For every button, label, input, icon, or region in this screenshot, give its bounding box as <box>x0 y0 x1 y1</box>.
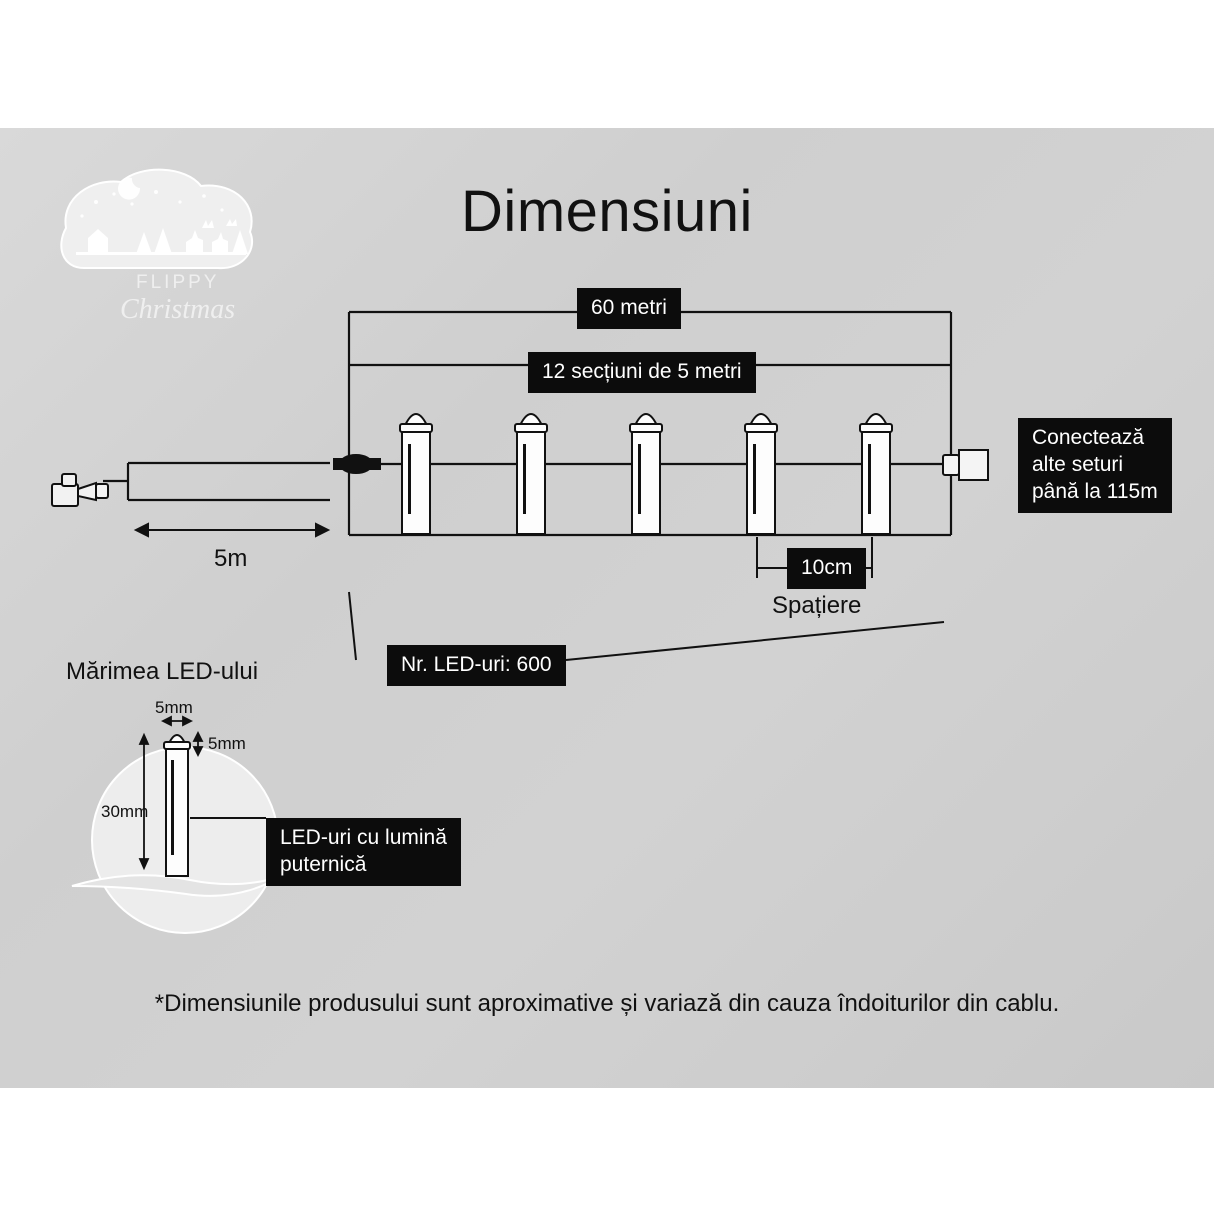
label-connect-line1: Conectează <box>1032 426 1145 449</box>
label-connect-line3: până la 115m <box>1032 479 1158 503</box>
svg-text:FLIPPY: FLIPPY <box>136 272 220 293</box>
label-bright-leds <box>266 818 461 886</box>
svg-text:Christmas: Christmas <box>120 294 236 325</box>
label-led-count: Nr. LED-uri: 600 <box>387 645 566 686</box>
label-connect-more-sets <box>1018 418 1172 513</box>
footnote-text: *Dimensiunile produsului sunt aproximative și variază din cauza îndoiturilor din cablu. <box>154 990 1060 1017</box>
measure-led-total-height: 30mm <box>101 802 149 821</box>
page-title: Dimensiuni <box>461 179 753 244</box>
label-sections: 12 secțiuni de 5 metri <box>528 352 756 393</box>
label-total-length: 60 metri <box>577 288 681 329</box>
label-bright-leds-line1: LED-uri cu lumină <box>280 826 447 849</box>
label-bright-leds-line2: puternică <box>280 852 367 876</box>
measure-led-cap-height: 5mm <box>208 734 246 753</box>
caption-spacing: Spațiere <box>772 592 862 619</box>
heading-led-size: Mărimea LED-ului <box>66 658 259 685</box>
measure-led-width: 5mm <box>155 698 193 717</box>
label-connect-line2: alte seturi <box>1032 452 1124 476</box>
label-spacing-value: 10cm <box>787 548 866 589</box>
measure-lead-cable: 5m <box>214 545 248 572</box>
